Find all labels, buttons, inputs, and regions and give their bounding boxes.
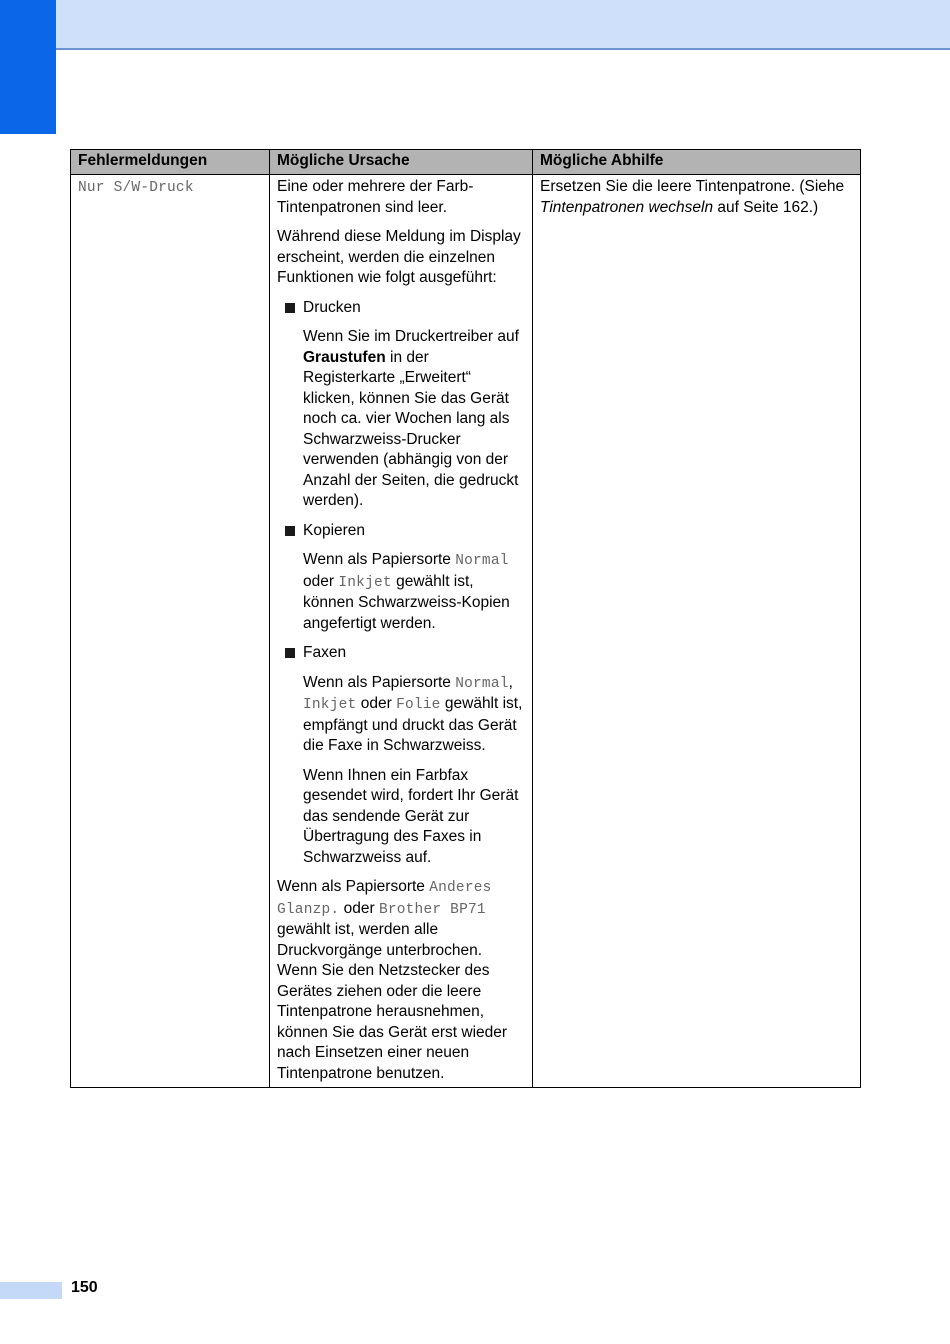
cause-final-paragraph: Wenn als Papiersorte Anderes Glanzp. oder Brother BP71 gewählt ist, werden alle Druckvorgänge unterbrochen. Wenn Sie den Netzstecker des Gerätes ziehen oder die leere Tintenpatrone herausnehmen, können Sie das Gerät erst wieder nach Einsetzen einer neuen Tintenpatrone benutzen. bbox=[277, 878, 508, 1082]
page-number: 150 bbox=[71, 1279, 98, 1296]
bullet-copy bbox=[277, 521, 525, 542]
cause-paragraph-2: Während diese Meldung im Display erscheint, werden die einzelnen Funktionen wie folgt ausgeführt: bbox=[277, 228, 521, 286]
bullet-copy-title: Kopieren bbox=[303, 521, 366, 539]
square-bullet-icon bbox=[285, 526, 295, 536]
reference-link: Tintenpatronen wechseln bbox=[540, 198, 714, 216]
remedy-cell: Ersetzen Sie die leere Tintenpatrone. (Siehe Tintenpatronen wechseln auf Seite 162.) bbox=[533, 175, 861, 1088]
bullet-print bbox=[277, 298, 525, 319]
square-bullet-icon bbox=[285, 648, 295, 658]
error-message: Nur S/W-Druck bbox=[78, 180, 194, 196]
chapter-tab bbox=[0, 0, 56, 134]
header-band bbox=[0, 0, 950, 50]
copy-description: Wenn als Papiersorte Normal oder Inkjet gewählt ist, können Schwarzweiss-Kopien angefertigt werden. bbox=[303, 551, 510, 632]
cause-cell bbox=[270, 175, 533, 1088]
header-possible-cause: Mögliche Ursache bbox=[270, 150, 533, 175]
page-tab bbox=[0, 1282, 62, 1299]
cause-paragraph-1: Eine oder mehrere der Farb-Tintenpatronen sind leer. bbox=[277, 178, 474, 216]
message-cell bbox=[71, 175, 270, 1088]
table-row bbox=[71, 175, 861, 1088]
bullet-fax-title: Faxen bbox=[303, 644, 347, 661]
bullet-print-title: Drucken bbox=[303, 298, 361, 316]
fax-description-2: Wenn Ihnen ein Farbfax gesendet wird, fordert Ihr Gerät das sendende Gerät zur Übertragung des Faxes in Schwarzweiss auf. bbox=[303, 766, 519, 866]
bullet-fax bbox=[277, 643, 525, 664]
header-possible-remedy: Mögliche Abhilfe bbox=[533, 150, 861, 175]
error-table bbox=[70, 149, 861, 1088]
header-error-messages: Fehlermeldungen bbox=[71, 150, 270, 175]
fax-description: Wenn als Papiersorte Normal, Inkjet oder Folie gewählt ist, empfängt und druckt das Gerät die Faxe in Schwarzweiss. bbox=[303, 673, 523, 754]
square-bullet-icon bbox=[285, 303, 295, 313]
print-description: Wenn Sie im Druckertreiber auf Graustufen in der Registerkarte „Erweitert“ klicken, können Sie das Gerät noch ca. vier Wochen lang als Schwarzweiss-Drucker verwenden (abhängig von der Anzahl der Seiten, die gedruckt werden). bbox=[303, 328, 519, 509]
grayscale-setting: Graustufen bbox=[303, 348, 386, 366]
table-header-row bbox=[71, 150, 861, 175]
